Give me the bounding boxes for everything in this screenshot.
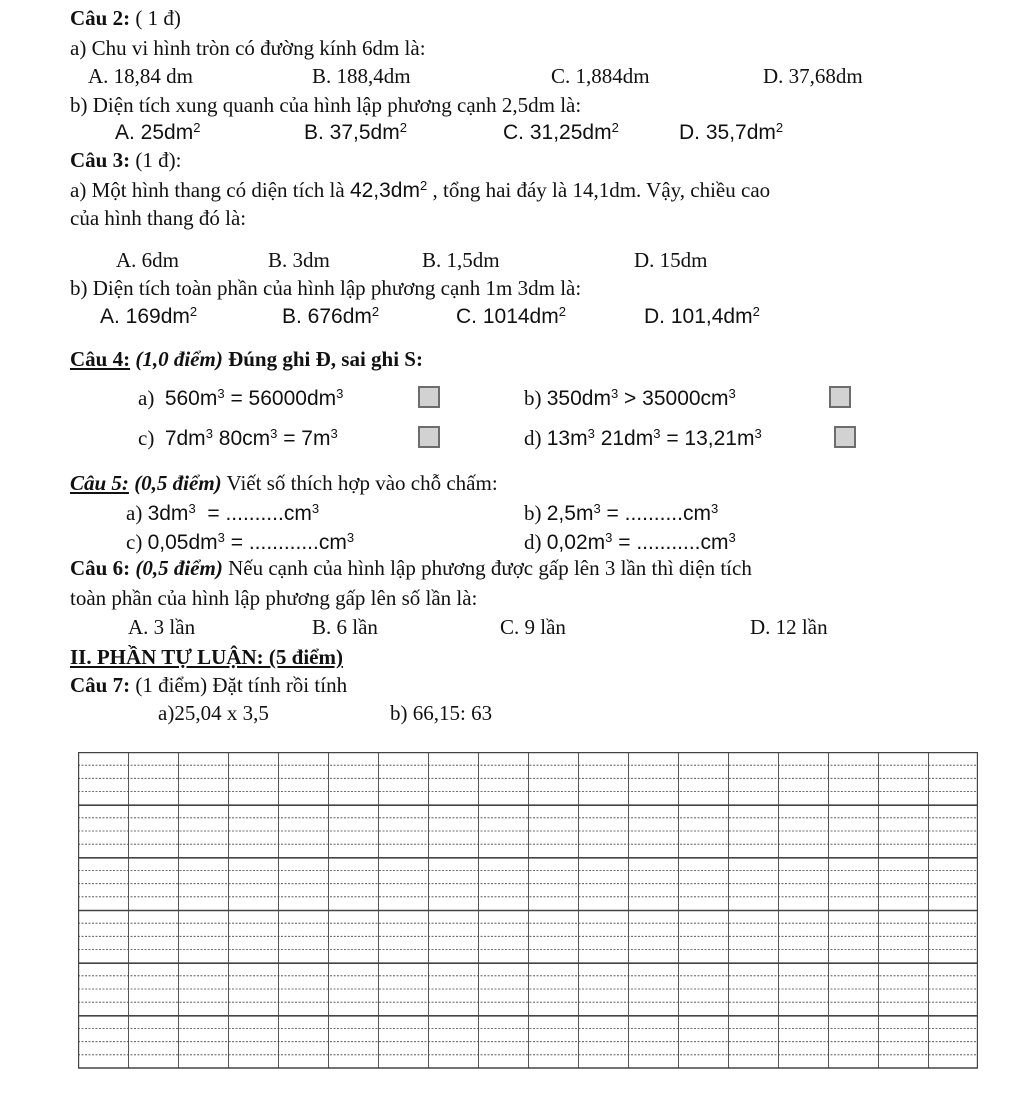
writing-grid[interactable] <box>78 752 978 1069</box>
q2b-option-d[interactable]: D. $35,7dm^2$ <box>679 119 784 144</box>
q6-option-d[interactable]: D. 12 lần <box>750 615 828 639</box>
q2b-prompt: b) Diện tích xung quanh của hình lập phương cạnh 2,5dm là: <box>70 93 582 117</box>
q4-item-c-answer-box[interactable] <box>418 426 440 448</box>
section-2-title: II. PHẦN TỰ LUẬN: (5 điểm) <box>70 645 343 669</box>
q6-prompt-1: Nếu cạnh của hình lập phương được gấp lên 3 lần thì diện tích <box>228 556 752 580</box>
q5-item-a-blank[interactable]: .......... <box>225 502 284 525</box>
q3a-option-a[interactable]: A. 6dm <box>116 248 179 272</box>
q4-item-c: c) $7dm^3$ $80cm^3 = 7m^3$ <box>138 425 338 450</box>
q3b-option-c[interactable]: C. $1014dm^2$ <box>456 303 566 328</box>
q3b-option-d[interactable]: D. $101,4dm^2$ <box>644 303 760 328</box>
q5-item-c-blank[interactable]: ............ <box>248 531 319 554</box>
q4-item-d-answer-box[interactable] <box>834 426 856 448</box>
q6-heading-line <box>70 558 752 579</box>
q3-heading-line <box>70 150 181 171</box>
q3-points: (1 đ): <box>135 148 182 172</box>
q4-item-b-answer-box[interactable] <box>829 386 851 408</box>
q7-part-a: a)25,04 x 3,5 <box>158 701 269 725</box>
q2a-option-b[interactable]: B. 188,4dm <box>312 64 411 88</box>
q5-heading: Câu 5: <box>70 471 129 495</box>
q6-prompt-2: toàn phần của hình lập phương gấp lên số lần là: <box>70 586 478 610</box>
q5-item-b: b) $2,5m^3 = ..........cm^3$ <box>524 500 719 525</box>
q5-item-a: a) $3dm^3 = ..........cm^3$ <box>126 500 320 525</box>
q5-item-c: c) $0,05dm^3 = ............cm^3$ <box>126 529 355 554</box>
q6-option-c[interactable]: C. 9 lần <box>500 615 566 639</box>
q2-points: ( 1 đ) <box>135 6 181 30</box>
q5-item-b-blank[interactable]: .......... <box>624 502 683 525</box>
q3a-option-c[interactable]: B. 1,5dm <box>422 248 500 272</box>
q2b-option-b[interactable]: B. $37,5dm^2$ <box>304 119 407 144</box>
q7-heading-line <box>70 675 347 696</box>
q2-heading: Câu 2: <box>70 6 131 30</box>
q3a-option-b[interactable]: B. 3dm <box>268 248 330 272</box>
q7-heading: Câu 7: <box>70 673 131 697</box>
q2a-prompt: a) Chu vi hình tròn có đường kính 6dm là: <box>70 36 426 60</box>
q6-points: (0,5 điểm) <box>135 556 223 580</box>
q7-points: (1 điểm) <box>135 673 208 697</box>
q4-heading-line <box>70 349 423 370</box>
q3b-option-b[interactable]: B. $676dm^2$ <box>282 303 380 328</box>
q5-heading-line <box>70 473 498 494</box>
q5-points: (0,5 điểm) <box>134 471 222 495</box>
q3a-prompt: a) Một hình thang có diện tích là $42,3dm^2$ , tổng hai đáy là 14,1dm. Vậy, chiều cao <box>70 177 771 202</box>
q6-option-b[interactable]: B. 6 lần <box>312 615 378 639</box>
q3-heading: Câu 3: <box>70 148 131 172</box>
q4-item-d: d) $13m^3$ $21dm^3 = 13,21m^3$ <box>524 425 762 450</box>
q7-instruction: Đặt tính rồi tính <box>212 673 348 697</box>
q6-heading: Câu 6: <box>70 556 131 580</box>
q2b-option-a[interactable]: A. $25dm^2$ <box>115 119 201 144</box>
q3a-option-d[interactable]: D. 15dm <box>634 248 708 272</box>
q2b-option-c[interactable]: C. $31,25dm^2$ <box>503 119 619 144</box>
q6-option-a[interactable]: A. 3 lần <box>128 615 196 639</box>
q5-item-d: d) $0,02m^3 = ...........cm^3$ <box>524 529 736 554</box>
q4-item-b: b) $350dm^3 > 35000cm^3$ <box>524 385 736 410</box>
q2a-option-a[interactable]: A. 18,84 dm <box>88 64 193 88</box>
q2a-option-d[interactable]: D. 37,68dm <box>763 64 863 88</box>
q3b-option-a[interactable]: A. $169dm^2$ <box>100 303 198 328</box>
q4-heading: Câu 4: <box>70 347 131 371</box>
q7-part-b: b) 66,15: 63 <box>390 701 493 725</box>
q5-item-d-blank[interactable]: ........... <box>636 531 701 554</box>
q2-heading-line <box>70 8 181 29</box>
q3b-prompt: b) Diện tích toàn phần của hình lập phương cạnh 1m 3dm là: <box>70 276 582 300</box>
q4-instruction: Đúng ghi Đ, sai ghi S: <box>228 347 423 371</box>
q4-item-a: a) $560m^3 = 56000dm^3$ <box>138 385 344 410</box>
q4-points: (1,0 điểm) <box>135 347 223 371</box>
q4-item-a-answer-box[interactable] <box>418 386 440 408</box>
q2a-option-c[interactable]: C. 1,884dm <box>551 64 650 88</box>
q5-instruction: Viết số thích hợp vào chỗ chấm: <box>226 471 498 495</box>
q3a-prompt-line2: của hình thang đó là: <box>70 206 247 230</box>
